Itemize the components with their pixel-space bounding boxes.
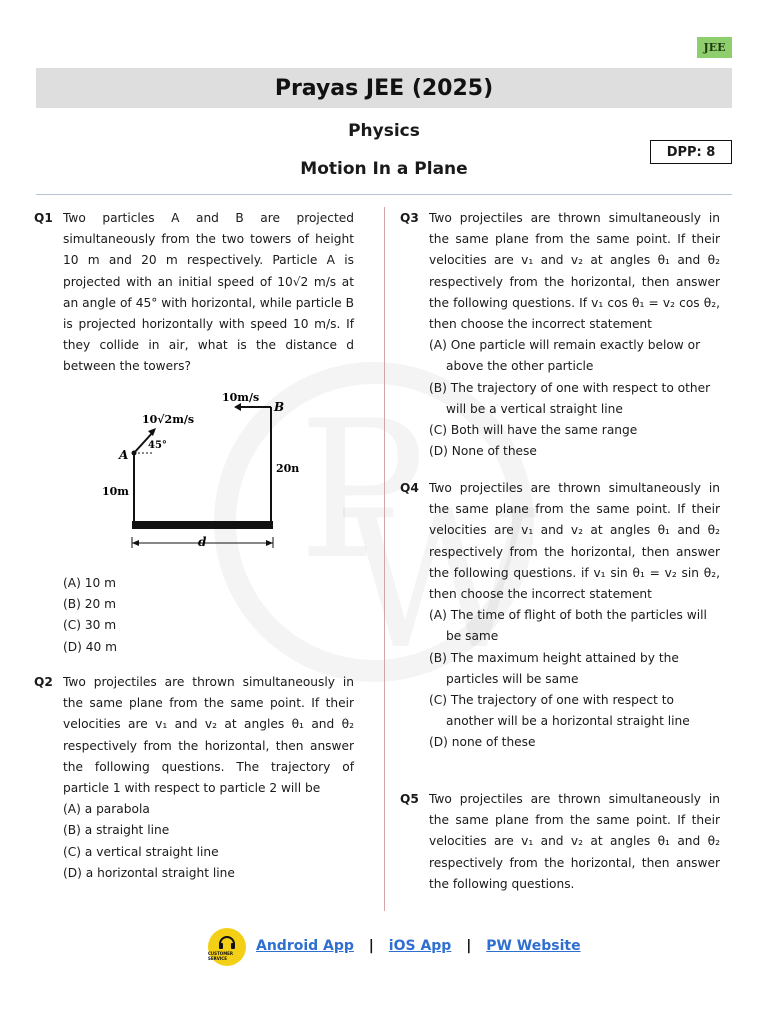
option-d[interactable]: (D) None of these (429, 444, 537, 459)
question-number: Q4 (400, 481, 419, 495)
option-a[interactable]: (A) a parabola (63, 802, 150, 817)
question-1-options (34, 573, 354, 658)
page-title: Prayas JEE (2025) (36, 68, 732, 108)
chapter-heading: Motion In a Plane (300, 159, 468, 179)
option-a[interactable]: (A) One particle will remain exactly below or above the other particle (429, 338, 701, 374)
option-d[interactable]: (D) none of these (429, 735, 536, 750)
question-text: Two projectiles are thrown simultaneously in the same plane from the same point. If their velocities are v₁ and v₂ at angles θ₁ and θ₂ respectively from the horizontal, then answer the following questions. if v₁ sin θ₁ = v₂ sin θ₂, then choose the incorrect statement (429, 481, 720, 602)
label-distance: d (198, 535, 207, 549)
question-number: Q5 (400, 792, 419, 806)
option-c[interactable]: (C) a vertical straight line (63, 844, 219, 859)
question-5 (400, 789, 720, 895)
option-d[interactable]: (D) a horizontal straight line (63, 865, 235, 880)
subject-heading: Physics (348, 121, 420, 141)
label-speed-b: 10m/s (222, 391, 260, 404)
question-text: Two projectiles are thrown simultaneously in the same plane from the same point. If their velocities are v₁ and v₂ at angles θ₁ and θ₂ respectively from the horizontal, then answer the following questions. (429, 792, 720, 891)
question-number: Q1 (34, 211, 53, 225)
option-c[interactable]: (C) The trajectory of one with respect to another will be a horizontal straight line (429, 693, 690, 729)
option-b[interactable]: (B) 20 m (63, 597, 116, 612)
question-text: Two particles A and B are projected simultaneously from the two towers of height 10 m and 20 m respectively. Particle A is projected with an initial speed of 10√2 m/s at an angle of 45° with horizontal, while particle B is projected horizontally with speed 10 m/s. If they collide in air, what is the distance d between the towers? (63, 211, 354, 374)
label-speed-a: 10√2m/s (142, 413, 195, 426)
label-height-a: 10m (102, 485, 129, 498)
question-4 (400, 478, 720, 754)
customer-service-label: CUSTOMER SERVICE (208, 950, 233, 961)
question-text: Two projectiles are thrown simultaneously in the same plane from the same point. If their velocities are v₁ and v₂ at angles θ₁ and θ₂ respectively from the horizontal, then answer the following questions. If v₁ cos θ₁ = v₂ cos θ₂, then choose the incorrect statement (429, 211, 720, 332)
label-angle: 45° (148, 440, 167, 451)
option-a[interactable]: (A) The time of flight of both the particles will be same (429, 608, 707, 644)
option-d[interactable]: (D) 40 m (63, 639, 118, 654)
separator: | (368, 938, 374, 954)
ios-app-link[interactable]: iOS App (388, 938, 452, 954)
option-b[interactable]: (B) The maximum height attained by the particles will be same (429, 650, 679, 686)
header-rule (36, 194, 732, 195)
headset-icon (218, 934, 236, 950)
separator: | (466, 938, 472, 954)
exam-tag: JEE (697, 37, 732, 58)
customer-service-icon[interactable] (208, 928, 246, 966)
android-app-link[interactable]: Android App (256, 938, 354, 954)
question-number: Q3 (400, 211, 419, 225)
label-height-b: 20n (276, 462, 300, 475)
option-b[interactable]: (B) The trajectory of one with respect to other will be a vertical straight line (429, 380, 711, 416)
label-b: B (274, 400, 285, 414)
tower-diagram (102, 385, 300, 550)
pw-website-link[interactable]: PW Website (486, 938, 581, 954)
option-c[interactable]: (C) 30 m (63, 618, 117, 633)
option-c[interactable]: (C) Both will have the same range (429, 423, 638, 438)
footer-links (256, 938, 581, 954)
option-a[interactable]: (A) 10 m (63, 576, 116, 590)
question-text: Two projectiles are thrown simultaneously in the same plane from the same point. If their velocities are v₁ and v₂ at angles θ₁ and θ₂ respectively from the horizontal, then answer the following questions. The trajectory of particle 1 with respect to particle 2 will be (63, 675, 354, 796)
question-1 (34, 208, 354, 378)
column-divider (384, 207, 385, 911)
question-3 (400, 208, 720, 462)
label-a: A (119, 448, 129, 462)
option-b[interactable]: (B) a straight line (63, 823, 170, 838)
question-2 (34, 672, 354, 884)
dpp-badge: DPP: 8 (650, 140, 732, 164)
question-number: Q2 (34, 675, 53, 689)
